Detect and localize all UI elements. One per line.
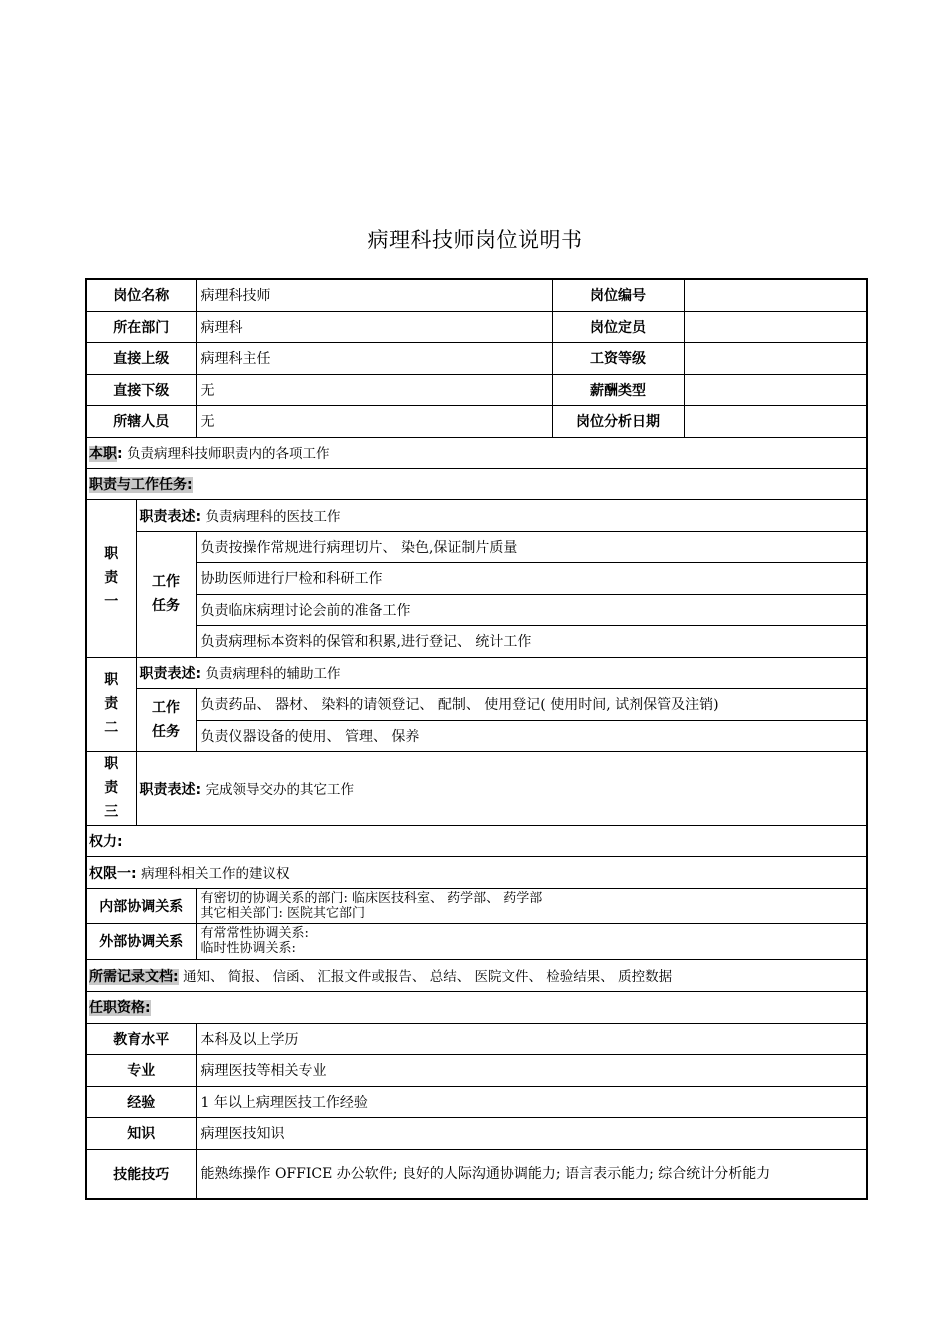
duty1-task: 负责临床病理讨论会前的准备工作 xyxy=(196,594,867,625)
records-row xyxy=(86,959,867,991)
duty3-row xyxy=(86,751,867,825)
info-label: 所辖人员 xyxy=(86,405,196,437)
duty1-task-row xyxy=(86,594,867,625)
info-label-2: 岗位编号 xyxy=(552,279,684,311)
power-header: 权力: xyxy=(89,833,123,850)
duties-header-row xyxy=(86,468,867,499)
duty2-side-label: 职 责 二 xyxy=(86,657,136,751)
qual-row xyxy=(86,1054,867,1086)
internal-line-1: 有密切的协调关系的部门: 临床医技科室、 药学部、 药学部 xyxy=(200,890,543,906)
info-label-2: 岗位分析日期 xyxy=(552,405,684,437)
qual-label: 教育水平 xyxy=(86,1023,196,1054)
info-value: 病理科 xyxy=(196,311,552,342)
qual-row xyxy=(86,1086,867,1117)
info-label: 直接下级 xyxy=(86,374,196,405)
info-label: 直接上级 xyxy=(86,342,196,374)
info-row xyxy=(86,311,867,342)
info-label-2: 岗位定员 xyxy=(552,311,684,342)
info-row xyxy=(86,342,867,374)
qual-value: 病理医技知识 xyxy=(196,1117,867,1149)
duty2-statement-label: 职责表述: xyxy=(139,666,202,682)
qual-label: 技能技巧 xyxy=(86,1149,196,1199)
qual-value: 能熟练操作 OFFICE 办公软件; 良好的人际沟通协调能力; 语言表示能力; 综合统计分析能力 xyxy=(196,1149,867,1199)
duty2-task-row xyxy=(86,688,867,720)
duty2-task-label: 工作 任务 xyxy=(136,688,196,751)
benzhi-row xyxy=(86,437,867,468)
duty1-side-label: 职 责 一 xyxy=(86,499,136,657)
qual-value: 病理医技等相关专业 xyxy=(196,1054,867,1086)
qual-row xyxy=(86,1149,867,1199)
qual-label: 经验 xyxy=(86,1086,196,1117)
records-label: 所需记录文档: xyxy=(89,968,179,985)
duties-header: 职责与工作任务: xyxy=(89,476,193,493)
duty1-task-row xyxy=(86,625,867,657)
internal-row xyxy=(86,888,867,923)
duty3-statement: 完成领导交办的其它工作 xyxy=(205,781,355,798)
info-value-2 xyxy=(684,405,867,437)
benzhi-text: 负责病理科技师职责内的各项工作 xyxy=(127,446,330,462)
qual-row xyxy=(86,1023,867,1054)
internal-line-2: 其它相关部门: 医院其它部门 xyxy=(200,905,366,921)
duty2-task: 负责药品、 器材、 染料的请领登记、 配制、 使用登记( 使用时间, 试剂保管及注销) xyxy=(196,688,867,720)
qual-row xyxy=(86,1117,867,1149)
power-header-row xyxy=(86,825,867,856)
duty1-statement-row xyxy=(86,499,867,531)
duty3-statement-label: 职责表述: xyxy=(139,781,202,798)
info-label: 岗位名称 xyxy=(86,279,196,311)
quanxian-row xyxy=(86,856,867,888)
info-row xyxy=(86,374,867,405)
benzhi-label: 本职 xyxy=(89,446,117,462)
info-label-2: 工资等级 xyxy=(552,342,684,374)
info-value: 病理科主任 xyxy=(196,342,552,374)
internal-label: 内部协调关系 xyxy=(86,888,196,923)
info-value: 无 xyxy=(196,374,552,405)
quanxian-text: 病理科相关工作的建议权 xyxy=(141,865,290,882)
duty2-task-row xyxy=(86,720,867,751)
duty2-statement: 负责病理科的辅助工作 xyxy=(205,666,341,682)
document-title: 病理科技师岗位说明书 xyxy=(367,228,583,252)
qual-value: 本科及以上学历 xyxy=(196,1023,867,1054)
duty3-side-label: 职 责 三 xyxy=(86,751,136,825)
info-row xyxy=(86,279,867,311)
duty1-task-label: 工作 任务 xyxy=(136,531,196,657)
duty1-statement: 负责病理科的医技工作 xyxy=(205,508,341,525)
duty1-task: 负责按操作常规进行病理切片、 染色,保证制片质量 xyxy=(196,531,867,562)
info-value-2 xyxy=(684,311,867,342)
duty1-task-row xyxy=(86,531,867,562)
external-label: 外部协调关系 xyxy=(86,923,196,959)
external-line-1: 有常常性协调关系: xyxy=(200,926,309,941)
qual-header: 任职资格: xyxy=(89,1000,151,1016)
benzhi-sep: : xyxy=(117,446,123,462)
duty1-task: 负责病理标本资料的保管和积累,进行登记、 统计工作 xyxy=(196,625,867,657)
job-description-table xyxy=(85,278,868,1200)
info-row xyxy=(86,405,867,437)
info-label: 所在部门 xyxy=(86,311,196,342)
info-value-2 xyxy=(684,374,867,405)
external-line-2: 临时性协调关系: xyxy=(200,941,296,956)
info-value: 无 xyxy=(196,405,552,437)
info-value-2 xyxy=(684,342,867,374)
duty1-task-row xyxy=(86,562,867,594)
qual-value: 1 年以上病理医技工作经验 xyxy=(196,1086,867,1117)
duty1-task: 协助医师进行尸检和科研工作 xyxy=(196,562,867,594)
external-row xyxy=(86,923,867,959)
quanxian-label: 权限一: xyxy=(89,865,137,882)
duty2-task: 负责仪器设备的使用、 管理、 保养 xyxy=(196,720,867,751)
info-value-2 xyxy=(684,279,867,311)
records-text: 通知、 简报、 信函、 汇报文件或报告、 总结、 医院文件、 检验结果、 质控数据 xyxy=(183,968,673,985)
info-value: 病理科技师 xyxy=(196,279,552,311)
info-label-2: 薪酬类型 xyxy=(552,374,684,405)
duty2-statement-row xyxy=(86,657,867,688)
duty1-statement-label: 职责表述: xyxy=(139,508,202,525)
qual-header-row xyxy=(86,991,867,1023)
qual-label: 知识 xyxy=(86,1117,196,1149)
qual-label: 专业 xyxy=(86,1054,196,1086)
